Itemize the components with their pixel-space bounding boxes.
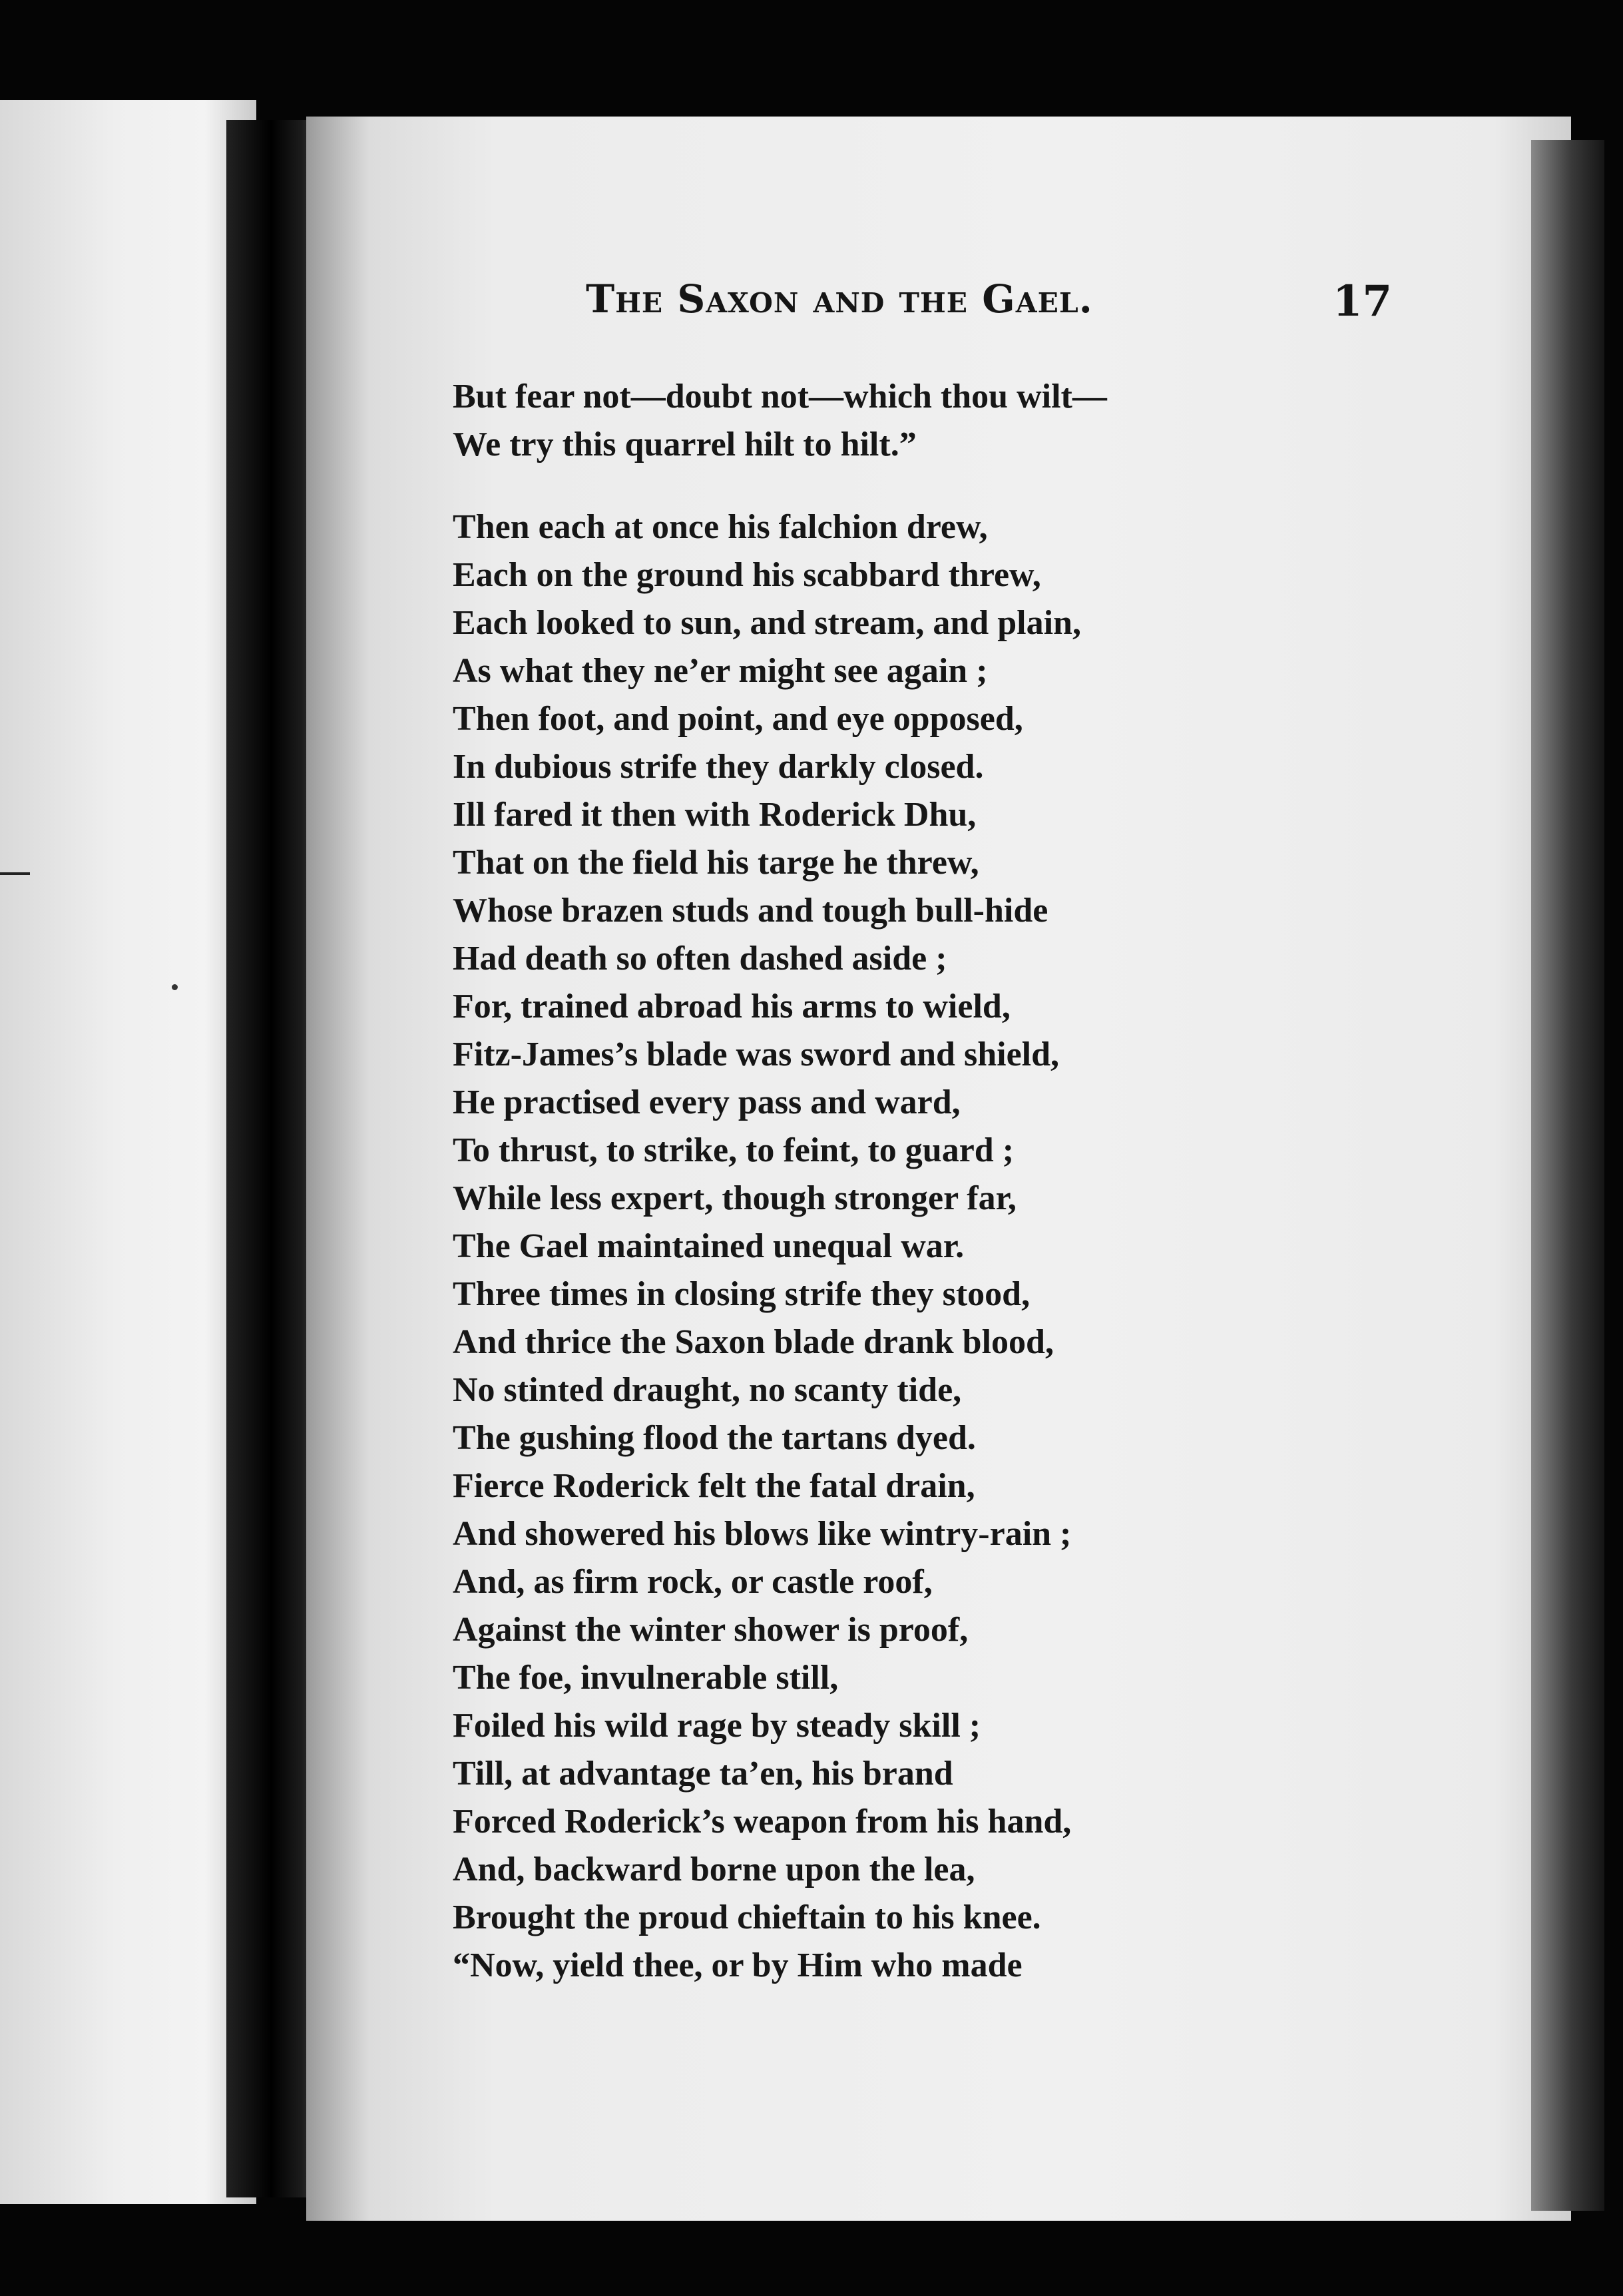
poem-line: Ill fared it then with Roderick Dhu, — [453, 796, 977, 834]
poem-line: Then each at once his falchion drew, — [453, 508, 988, 546]
ink-speck — [172, 984, 178, 990]
facing-page-left — [0, 100, 256, 2204]
poem-line: The gushing flood the tartans dyed. — [453, 1419, 976, 1457]
poem-line: And, as firm rock, or castle roof, — [453, 1563, 933, 1601]
poem-line: “Now, yield thee, or by Him who made — [453, 1946, 1023, 1984]
poem-line: That on the field his targe he threw, — [453, 844, 979, 882]
poem-line: Then foot, and point, and eye opposed, — [453, 700, 1023, 738]
poem-line: Each on the ground his scabbard threw, — [453, 556, 1041, 594]
poem-line: We try this quarrel hilt to hilt.” — [453, 426, 917, 463]
poem-line: But fear not—doubt not—which thou wilt— — [453, 378, 1107, 416]
poem-line: Forced Roderick’s weapon from his hand, — [453, 1803, 1072, 1841]
poem-line: No stinted draught, no scanty tide, — [453, 1371, 962, 1409]
poem-line: He practised every pass and ward, — [453, 1083, 961, 1121]
poem-line: And thrice the Saxon blade drank blood, — [453, 1323, 1054, 1361]
poem-line: And, backward borne upon the lea, — [453, 1851, 975, 1888]
running-title: The Saxon and the Gael. — [586, 276, 1093, 322]
poem-line: Three times in closing strife they stood, — [453, 1275, 1031, 1313]
page-edge-shadow — [1531, 140, 1604, 2211]
poem-line: For, trained abroad his arms to wield, — [453, 988, 1011, 1025]
poem-line: Fitz-James’s blade was sword and shield, — [453, 1035, 1060, 1073]
poem-line: The foe, invulnerable still, — [453, 1659, 839, 1697]
poem-line: Brought the proud chieftain to his knee. — [453, 1898, 1041, 1936]
poem-line: Till, at advantage ta’en, his brand — [453, 1755, 953, 1793]
margin-rule-mark — [0, 872, 30, 875]
poem-line: Each looked to sun, and stream, and plain, — [453, 604, 1081, 642]
poem-line: As what they ne’er might see again ; — [453, 652, 988, 690]
poem-line: While less expert, though stronger far, — [453, 1179, 1017, 1217]
poem-line: Foiled his wild rage by steady skill ; — [453, 1707, 981, 1745]
poem-line: Against the winter shower is proof, — [453, 1611, 969, 1649]
poem-line: The Gael maintained unequal war. — [453, 1227, 965, 1265]
poem-line: Whose brazen studs and tough bull-hide — [453, 892, 1048, 930]
poem-text — [453, 373, 1107, 1990]
page-number: 17 — [1333, 276, 1393, 326]
poem-line: Had death so often dashed aside ; — [453, 940, 947, 978]
poem-line: In dubious strife they darkly closed. — [453, 748, 984, 786]
poem-line: Fierce Roderick felt the fatal drain, — [453, 1467, 975, 1505]
poem-line: To thrust, to strike, to feint, to guard ; — [453, 1131, 1015, 1169]
poem-line: And showered his blows like wintry-rain ; — [453, 1515, 1072, 1553]
stanza-break — [453, 469, 1107, 503]
